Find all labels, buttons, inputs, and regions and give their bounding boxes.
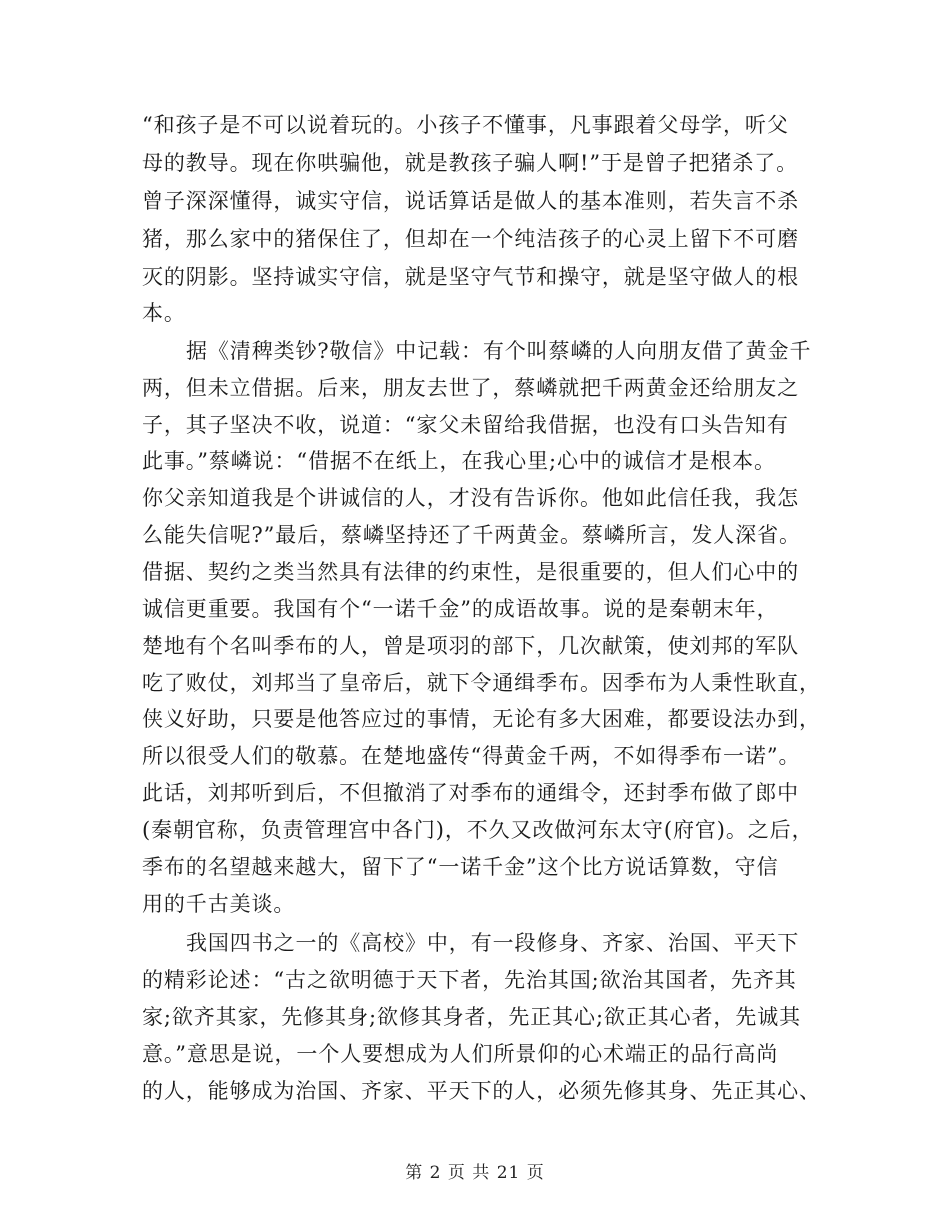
text-line: 意。”意思是说，一个人要想成为人们所景仰的心术端正的品行高尚 [142, 1042, 779, 1066]
text-line: 我国四书之一的《高校》中，有一段修身、齐家、治国、平天下 [186, 931, 800, 955]
text-line: “和孩子是不可以说着玩的。小孩子不懂事，凡事跟着父母学，听父 [142, 113, 789, 137]
text-line: 侠义好助，只要是他答应过的事情，无论有多大困难，都要设法办到， [142, 707, 821, 731]
text-line: 母的教导。现在你哄骗他，就是教孩子骗人啊!”于是曾子把猪杀了。 [142, 151, 799, 175]
text-line: 子，其子坚决不收，说道：“家父未留给我借据，也没有口头告知有 [142, 413, 789, 437]
text-line: 诚信更重要。我国有个“一诺千金”的成语故事。说的是秦朝末年， [142, 597, 779, 621]
text-line: 楚地有个名叫季布的人，曾是项羽的部下，几次献策，使刘邦的军队 [142, 634, 799, 658]
text-line: 家;欲齐其家，先修其身;欲修其身者，先正其心;欲正其心者，先诚其 [142, 1005, 802, 1029]
page-number-footer: 第 2 页 共 21 页 [405, 1163, 545, 1183]
text-line: 的精彩论述：“古之欲明德于天下者，先治其国;欲治其国者，先齐其 [142, 968, 797, 992]
text-line: 两，但未立借据。后来，朋友去世了，蔡嶙就把千两黄金还给朋友之 [142, 376, 799, 400]
text-line: (秦朝官称，负责管理宫中各门)，不久又改做河东太守(府官)。之后， [142, 818, 814, 842]
text-line: 据《清稗类钞?敬信》中记载：有个叫蔡嶙的人向朋友借了黄金千 [186, 339, 812, 363]
text-line: 么能失信呢?”最后，蔡嶙坚持还了千两黄金。蔡嶙所言，发人深省。 [142, 523, 801, 547]
text-line: 用的千古美谈。 [142, 892, 296, 916]
text-line: 借据、契约之类当然具有法律的约束性，是很重要的，但人们心中的 [142, 560, 799, 584]
text-line: 曾子深深懂得，诚实守信，说话算话是做人的基本准则，若失言不杀 [142, 189, 799, 213]
text-line: 灭的阴影。坚持诚实守信，就是坚守气节和操守，就是坚守做人的根 [142, 265, 799, 289]
text-line: 你父亲知道我是个讲诚信的人，才没有告诉你。他如此信任我，我怎 [142, 486, 799, 510]
text-line: 此话，刘邦听到后，不但撤消了对季布的通缉令，还封季布做了郎中 [142, 781, 799, 805]
text-line: 的人，能够成为治国、齐家、平天下的人，必须先修其身、先正其心、 [142, 1079, 821, 1103]
text-line: 猪，那么家中的猪保住了，但却在一个纯洁孩子的心灵上留下不可磨 [142, 227, 799, 251]
text-line: 季布的名望越来越大，留下了“一诺千金”这个比方说话算数，守信 [142, 855, 779, 879]
text-line: 此事。”蔡嶙说：“借据不在纸上，在我心里;心中的诚信才是根本。 [142, 449, 776, 473]
text-line: 所以很受人们的敬慕。在楚地盛传“得黄金千两，不如得季布一诺”。 [142, 744, 801, 768]
text-line: 本。 [142, 301, 186, 325]
text-line: 吃了败仗，刘邦当了皇帝后，就下令通缉季布。因季布为人秉性耿直， [142, 671, 821, 695]
